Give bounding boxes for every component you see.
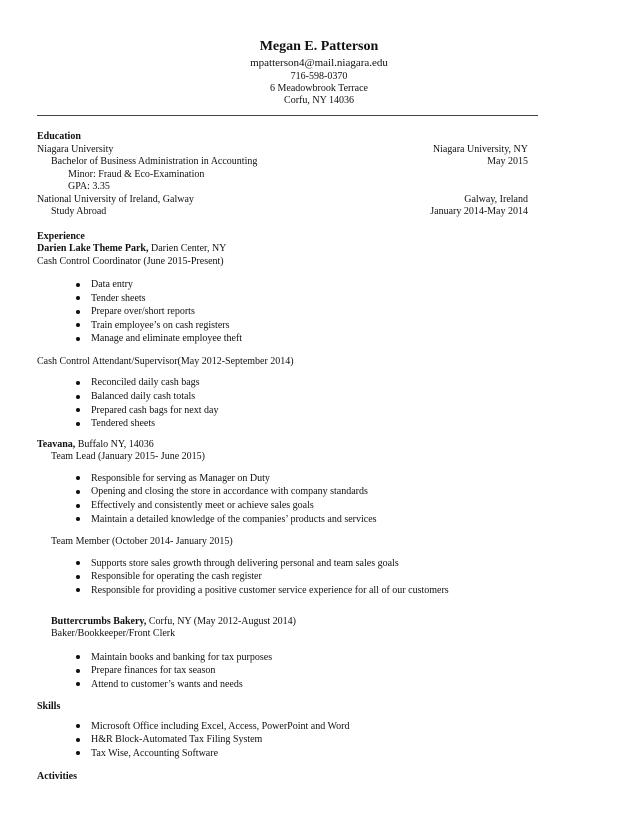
employer-name: Teavana,: [37, 438, 76, 450]
employer-location: Darien Center, NY: [148, 243, 227, 254]
list-item: Train employee’s on cash registers: [37, 319, 528, 333]
job-teavana: [37, 439, 528, 598]
job-title: Baker/Bookkeeper/Front Clerk: [51, 628, 176, 639]
job-darien-lake: [37, 243, 528, 431]
education-school-1: [37, 144, 528, 157]
activities-heading: Activities: [37, 770, 77, 782]
street-address: 6 Meadowbrook Terrace: [270, 83, 368, 94]
school-name: National University of Ireland, Galway: [37, 193, 194, 205]
phone-number: 716-598-0370: [290, 71, 348, 82]
resume-body: [37, 131, 528, 783]
list-item: Responsible for operating the cash register: [37, 570, 528, 584]
education-heading: Education: [37, 131, 81, 142]
study-abroad-date: January 2014-May 2014: [430, 206, 528, 217]
list-item: Prepare over/short reports: [37, 305, 528, 319]
employer-location: Buffalo NY, 14036: [75, 438, 154, 450]
job-title: Team Member (October 2014- January 2015): [51, 536, 233, 548]
list-item: Reconciled daily cash bags: [37, 376, 528, 390]
header-divider: [37, 115, 538, 116]
skills-heading: Skills: [37, 701, 61, 713]
list-item: Tendered sheets: [37, 417, 528, 431]
list-item: Maintain books and banking for tax purposes: [37, 651, 528, 665]
list-item: Maintain a detailed knowledge of the companies’ products and services: [37, 513, 528, 527]
minor-text: Minor: Fraud & Eco-Examination: [68, 168, 205, 180]
list-item: Responsible for providing a positive customer service experience for all of our customers: [37, 584, 528, 598]
job-duties-list: [37, 278, 528, 346]
city-state-zip: Corfu, NY 14036: [284, 95, 354, 106]
list-item: Prepared cash bags for next day: [37, 404, 528, 418]
experience-heading: Experience: [37, 230, 85, 242]
study-abroad-row: [37, 206, 528, 219]
job-title: Cash Control Coordinator (June 2015-Present): [37, 255, 224, 267]
employer-location: Corfu, NY (May 2012-August 2014): [146, 615, 296, 627]
list-item: Responsible for serving as Manager on Duty: [37, 472, 528, 486]
list-item: Attend to customer’s wants and needs: [37, 678, 528, 692]
skills-list: [37, 720, 528, 761]
study-abroad-label: Study Abroad: [51, 206, 107, 217]
degree-date: May 2015: [487, 156, 528, 167]
employer-name: Buttercrumbs Bakery,: [51, 615, 147, 627]
list-item: Tender sheets: [37, 292, 528, 306]
job-title: Cash Control Attendant/Supervisor(May 2012-September 2014): [37, 355, 294, 367]
list-item: Prepare finances for tax season: [37, 664, 528, 678]
candidate-name: Megan E. Patterson: [259, 39, 379, 54]
gpa-text: GPA: 3.35: [68, 181, 110, 192]
list-item: Tax Wise, Accounting Software: [37, 747, 528, 761]
list-item: Opening and closing the store in accordance with company standards: [37, 485, 528, 499]
resume-header: [0, 0, 638, 107]
job-duties-list: [37, 376, 528, 430]
school-name: Niagara University: [37, 143, 114, 155]
job-duties-list: [37, 557, 528, 598]
list-item: Effectively and consistently meet or achieve sales goals: [37, 499, 528, 513]
list-item: Data entry: [37, 278, 528, 292]
list-item: Manage and eliminate employee theft: [37, 332, 528, 346]
job-duties-list: [37, 651, 528, 692]
list-item: Balanced daily cash totals: [37, 390, 528, 404]
list-item: H&R Block-Automated Tax Filing System: [37, 733, 528, 747]
list-item: Microsoft Office including Excel, Access, PowerPoint and Word: [37, 720, 528, 734]
job-duties-list: [37, 472, 528, 526]
job-title: Team Lead (January 2015- June 2015): [51, 451, 205, 463]
job-buttercrumbs: [37, 616, 528, 692]
education-school-2: [37, 194, 528, 207]
degree-name: Bachelor of Business Administration in Accounting: [51, 156, 258, 167]
email-address: mpatterson4@mail.niagara.edu: [250, 57, 388, 69]
list-item: Supports store sales growth through delivering personal and team sales goals: [37, 557, 528, 571]
school-location: Niagara University, NY: [432, 143, 528, 155]
employer-name: Darien Lake Theme Park,: [37, 243, 149, 254]
school-location: Galway, Ireland: [464, 193, 528, 205]
degree-row: [37, 156, 528, 169]
